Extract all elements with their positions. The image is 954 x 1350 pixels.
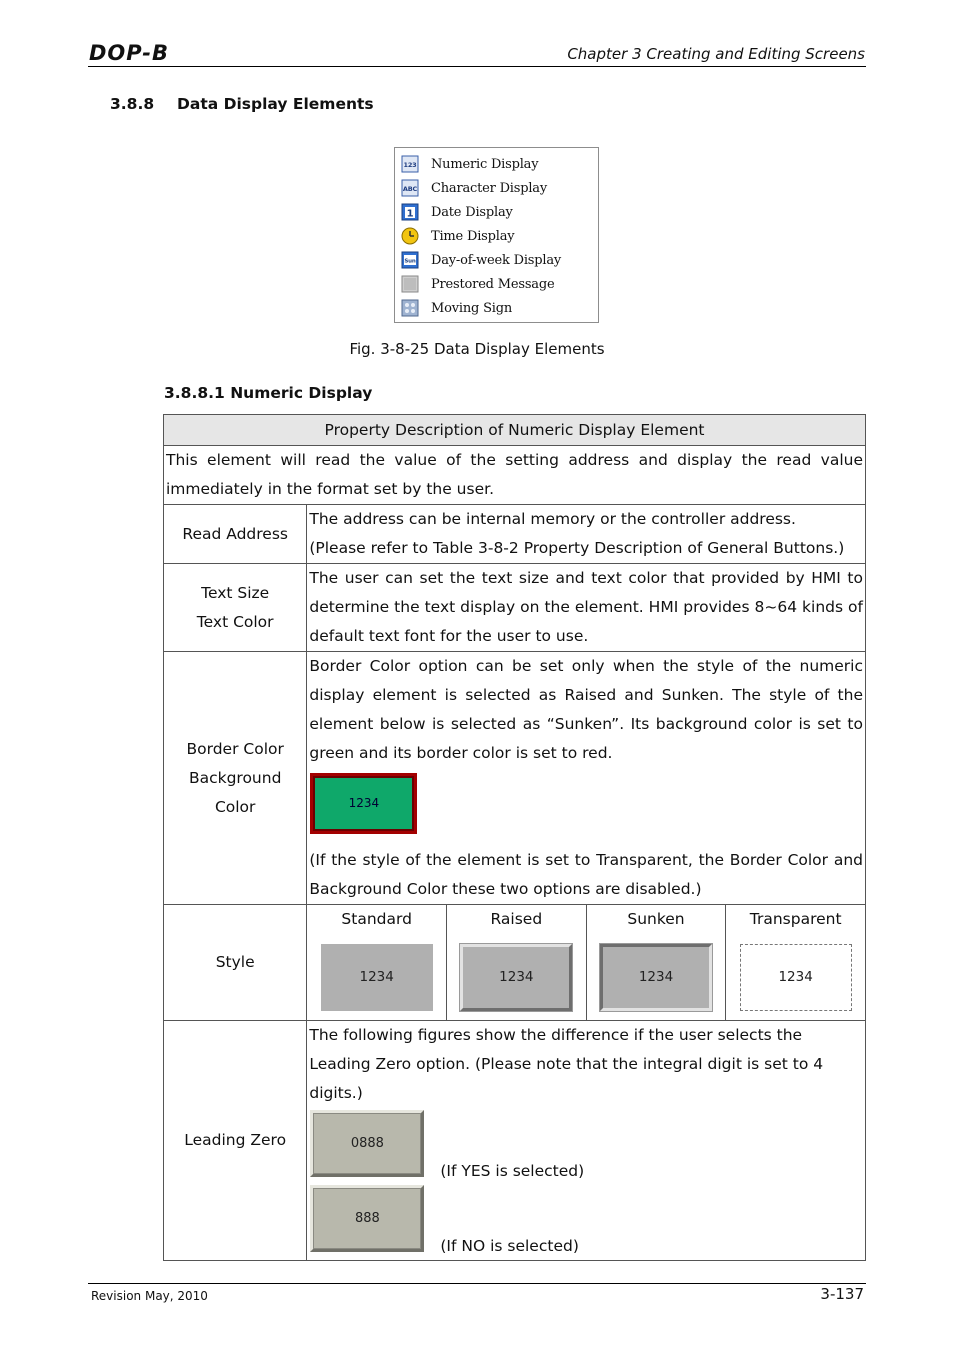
style-standard [307, 905, 447, 1021]
row-label-text-size [164, 564, 307, 652]
footer-rule [88, 1283, 866, 1284]
label-text-size: Text Size [201, 583, 270, 602]
menu-item-label: Numeric Display [431, 156, 539, 172]
property-table [163, 414, 866, 1261]
style-sunken [586, 905, 726, 1021]
style-transparent-sample: 1234 [740, 944, 852, 1011]
border-color-desc2: (If the style of the element is set to Transparent, the Border Color and Background Color these two options are disabled.) [309, 851, 863, 898]
menu-item-numeric-display[interactable] [395, 152, 598, 176]
border-color-desc1: Border Color option can be set only when the style of the numeric display element is selected as Raised and Sunken. The style of the element below is selected as “Sunken”. Its background color is set to green and its border color is set to red. [309, 657, 863, 762]
table-header-row [164, 415, 866, 446]
table-row-style [164, 905, 866, 1021]
menu-item-character-display[interactable] [395, 176, 598, 200]
page-number: 3-137 [820, 1285, 864, 1303]
svg-text:1: 1 [406, 208, 414, 220]
style-standard-title: Standard [341, 910, 412, 928]
label-background: Background [188, 768, 282, 787]
leading-zero-yes-sample: 0888 [310, 1110, 424, 1177]
leading-zero-no-note: (If NO is selected) [440, 1237, 579, 1255]
section-title-text: Data Display Elements [177, 95, 374, 113]
style-standard-sample: 1234 [321, 944, 433, 1011]
menu-item-prestored-message[interactable] [395, 272, 598, 296]
menu-item-label: Character Display [431, 180, 548, 196]
menu-item-day-of-week-display[interactable] [395, 248, 598, 272]
table-row-text-size [164, 564, 866, 652]
sunken-green-sample [310, 773, 417, 834]
logo: DOP-B [89, 41, 170, 65]
row-label-leading-zero: Leading Zero [164, 1021, 307, 1261]
table-row [164, 446, 866, 505]
header-rule [88, 66, 866, 67]
leading-zero-yes-note: (If YES is selected) [440, 1162, 585, 1180]
table-row-read-address [164, 505, 866, 564]
figure-caption: Fig. 3-8-25 Data Display Elements [349, 340, 605, 358]
menu-item-time-display[interactable] [395, 224, 598, 248]
time-display-icon [401, 227, 419, 245]
data-display-menu [394, 147, 599, 323]
table-title: Property Description of Numeric Display Element [164, 415, 866, 446]
menu-item-label: Prestored Message [431, 276, 555, 292]
section-number: 3.8.8 [110, 95, 155, 113]
menu-item-date-display[interactable] [395, 200, 598, 224]
leading-zero-desc-text: The following figures show the difference if the user selects the Leading Zero option. (Please note that the integral digit is set to 4 digits.) [309, 1026, 824, 1102]
numeric-display-icon [401, 155, 419, 173]
style-raised-sample: 1234 [460, 944, 572, 1011]
menu-item-label: Time Display [431, 228, 515, 244]
style-transparent [726, 905, 866, 1021]
date-display-icon [401, 203, 419, 221]
leading-zero-no-sample: 888 [310, 1185, 424, 1252]
row-label-read-address: Read Address [164, 505, 307, 564]
menu-item-label: Day-of-week Display [431, 252, 562, 268]
section-title [110, 95, 374, 113]
read-address-line1: The address can be internal memory or the controller address. [309, 510, 796, 528]
row-label-border-color [164, 652, 307, 905]
read-address-line2: (Please refer to Table 3-8-2 Property Description of General Buttons.) [309, 539, 845, 557]
table-row-leading-zero [164, 1021, 866, 1261]
label-color: Color [214, 797, 256, 816]
border-color-desc [307, 652, 866, 905]
menu-item-label: Date Display [431, 204, 513, 220]
table-row-border-color [164, 652, 866, 905]
character-display-icon [401, 179, 419, 197]
chapter-title: Chapter 3 Creating and Editing Screens [567, 45, 865, 63]
menu-item-moving-sign[interactable] [395, 296, 598, 320]
text-size-desc: The user can set the text size and text color that provided by HMI to determine the text display on the element. HMI provides 8~64 kinds of default text font for the user to use. [307, 564, 866, 652]
leading-zero-desc [307, 1021, 866, 1261]
row-label-style: Style [164, 905, 307, 1021]
day-of-week-display-icon [401, 251, 419, 269]
leading-zero-no-row [309, 1185, 863, 1255]
moving-sign-icon [401, 299, 419, 317]
read-address-desc [307, 505, 866, 564]
table-intro: This element will read the value of the setting address and display the read value immediately in the format set by the user. [164, 446, 866, 505]
style-sunken-title: Sunken [627, 910, 685, 928]
sunken-green-sample-value: 1234 [313, 776, 414, 831]
svg-text:Sun: Sun [404, 258, 416, 265]
revision-text: Revision May, 2010 [91, 1289, 208, 1303]
subsection-title: 3.8.8.1 Numeric Display [164, 384, 373, 402]
style-raised-title: Raised [490, 910, 543, 928]
menu-item-label: Moving Sign [431, 300, 513, 316]
style-raised [447, 905, 587, 1021]
style-sunken-sample: 1234 [600, 944, 712, 1011]
svg-text:ABC: ABC [402, 185, 418, 193]
label-border-color: Border Color [186, 739, 284, 758]
style-transparent-title: Transparent [749, 910, 842, 928]
leading-zero-yes-row [309, 1110, 863, 1180]
prestored-message-icon [401, 275, 419, 293]
label-text-color: Text Color [196, 612, 274, 631]
svg-text:123: 123 [403, 161, 417, 169]
